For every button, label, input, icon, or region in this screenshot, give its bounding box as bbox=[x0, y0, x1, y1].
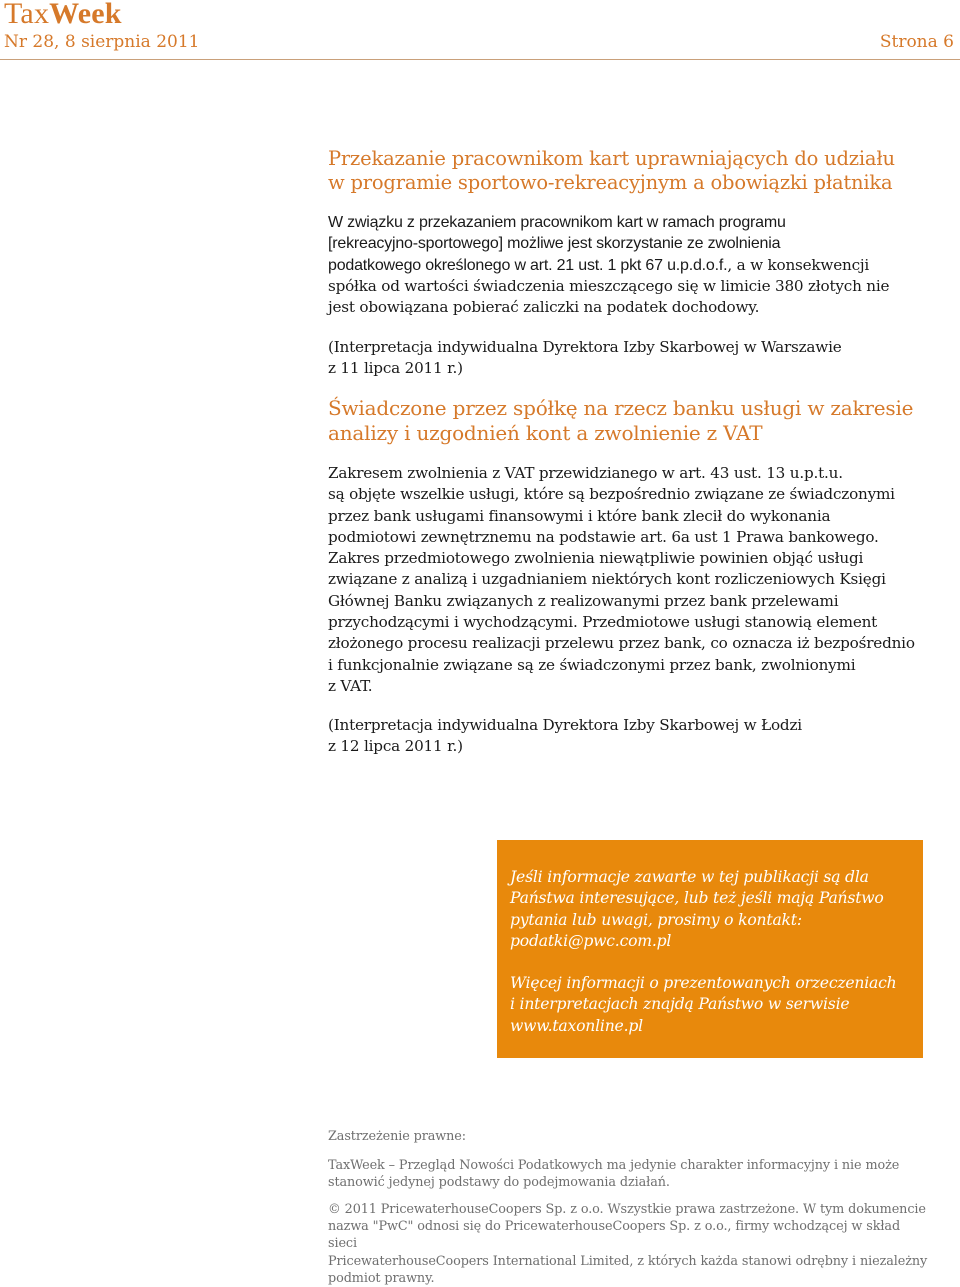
article2-body-line: podmiotowi zewnętrznemu na podstawie art. 6a ust 1 Prawa bankowego. bbox=[328, 527, 879, 546]
article2-reference-line: (Interpretacja indywidualna Dyrektora Izby Skarbowej w Łodzi bbox=[328, 716, 802, 734]
disclaimer-line: stanowić jedynej podstawy do podejmowania działań. bbox=[328, 1175, 670, 1191]
article1-body-line: W związku z przekazaniem pracownikom kart w ramach programu bbox=[328, 214, 786, 231]
article2-body-line: przez bank usługami finansowymi i które bank zlecił do wykonania bbox=[328, 506, 831, 525]
copyright-line: podmiot prawny. bbox=[328, 1270, 435, 1286]
article1-reference bbox=[328, 337, 940, 380]
article2-title-line: analizy i uzgodnień kont a zwolnienie z VAT bbox=[328, 421, 763, 445]
article1-title bbox=[328, 147, 940, 195]
article2-reference bbox=[328, 715, 940, 758]
article1-body-line: jest obowiązana pobierać zaliczki na podatek dochodowy. bbox=[328, 298, 760, 317]
article1-reference-line: z 11 lipca 2011 r.) bbox=[328, 359, 463, 378]
article1-title-line: Przekazanie pracownikom kart uprawniających do udziału bbox=[328, 147, 895, 170]
article1-title-line: w programie sportowo-rekreacyjnym a obowiązki płatnika bbox=[328, 171, 893, 194]
article2-title bbox=[328, 396, 940, 446]
article2-body-line: są objęte wszelkie usługi, które są bezpośrednio związane ze świadczonymi bbox=[328, 485, 895, 504]
contact-info-line: pytania lub uwagi, prosimy o kontakt: bbox=[510, 910, 802, 929]
more-info-line: i interpretacjach znajdą Państwo w serwisie bbox=[510, 995, 850, 1014]
brand-part-tax: Tax bbox=[4, 0, 50, 30]
disclaimer-line: TaxWeek – Przegląd Nowości Podatkowych ma jedynie charakter informacyjny i nie może bbox=[328, 1158, 900, 1173]
article2-body-line: związane z analizą i uzgadnianiem niektórych kont rozliczeniowych Księgi bbox=[328, 570, 886, 589]
contact-info-box bbox=[497, 840, 923, 1058]
article1-body-line bbox=[328, 255, 940, 276]
contact-info-line: Państwa interesujące, lub też jeśli mają Państwo bbox=[510, 889, 884, 908]
copyright-line: PricewaterhouseCoopers International Limited, z których każda stanowi odrębny i niezależny bbox=[328, 1253, 928, 1269]
article2-body-line: Zakresem zwolnienia z VAT przewidzianego w art. 43 ust. 13 u.p.t.u. bbox=[328, 464, 843, 482]
article1-body bbox=[328, 212, 940, 318]
article2-body bbox=[328, 463, 940, 697]
disclaimer-title: Zastrzeżenie prawne: bbox=[328, 1129, 466, 1144]
page-number: Strona 6 bbox=[879, 32, 954, 52]
article2-body-line: Zakres przedmiotowego zwolnienia niewątpliwie powinien objąć usługi bbox=[328, 549, 864, 568]
brand-part-week: Week bbox=[49, 0, 122, 30]
disclaimer-text bbox=[328, 1157, 928, 1191]
article2-body-line: złożonego procesu realizacji przelewu przez bank, co oznacza iż bezpośrednio bbox=[328, 634, 915, 653]
contact-email-link[interactable]: podatki@pwc.com.pl bbox=[510, 931, 672, 950]
article2-reference-line: z 12 lipca 2011 r.) bbox=[328, 737, 463, 756]
article1-reference-line: (Interpretacja indywidualna Dyrektora Izby Skarbowej w Warszawie bbox=[328, 338, 842, 356]
contact-info-text bbox=[510, 867, 910, 952]
article2-body-line: przychodzącymi i wychodzącymi. Przedmiotowe usługi stanowią element bbox=[328, 613, 878, 632]
article1-body-line: [rekreacyjno-sportowego] możliwe jest skorzystanie ze zwolnienia bbox=[328, 235, 781, 253]
article2-body-line: z VAT. bbox=[328, 676, 373, 695]
issue-number: Nr 28, 8 sierpnia 2011 bbox=[4, 32, 200, 52]
copyright-line: © 2011 PricewaterhouseCoopers Sp. z o.o. Wszystkie prawa zastrzeżone. W tym dokumencie bbox=[328, 1202, 926, 1217]
header-divider bbox=[0, 59, 960, 60]
brand-logo bbox=[4, 0, 122, 34]
contact-info-line: Jeśli informacje zawarte w tej publikacji są dla bbox=[510, 868, 869, 886]
more-info-text bbox=[510, 973, 910, 1037]
article1-body-line: spółka od wartości świadczenia mieszczącego się w limicie 380 złotych nie bbox=[328, 276, 890, 295]
article1-body-fragment: , a w konsekwencji bbox=[727, 255, 870, 274]
more-info-line: Więcej informacji o prezentowanych orzeczeniach bbox=[510, 974, 897, 992]
copyright-line: nazwa "PwC" odnosi się do PricewaterhouseCoopers Sp. z o.o., firmy wchodzącej w skład sieci bbox=[328, 1219, 901, 1252]
copyright-notice bbox=[328, 1201, 928, 1287]
article1-body-fragment: podatkowego określonego w art. 21 ust. 1 pkt 67 u.p.d.o.f. bbox=[328, 256, 728, 274]
article2-title-line: Świadczone przez spółkę na rzecz banku usługi w zakresie bbox=[328, 396, 914, 420]
taxonline-link[interactable]: www.taxonline.pl bbox=[510, 1016, 643, 1035]
article2-body-line: Głównej Banku związanych z realizowanymi przez bank przelewami bbox=[328, 591, 839, 610]
article2-body-line: i funkcjonalnie związane są ze świadczonymi przez bank, zwolnionymi bbox=[328, 655, 856, 674]
